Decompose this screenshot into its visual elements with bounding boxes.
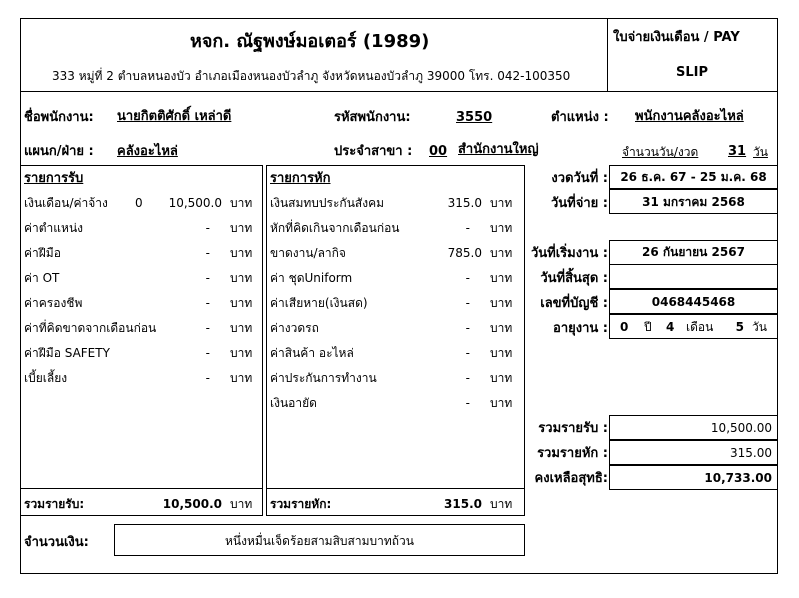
deduction-box [266,165,525,516]
deduction-row-label: ค่า ชุดUniform [270,271,353,285]
deduction-row-unit: บาท [490,246,513,260]
amount-words-label: จำนวนเงิน: [24,535,89,550]
income-row-label: เงินเดือน/ค่าจ้าง [24,196,108,210]
deduction-row-amount: - [465,271,470,285]
summary-net-label: คงเหลือสุทธิ: [534,471,608,486]
slip-title-line2: SLIP [676,65,709,80]
workdays-unit: วัน [753,145,768,159]
tenure-days: 5 [735,320,744,334]
income-row-label: ค่าครองชีพ [24,296,83,310]
employee-name: นายกิตติศักดิ์ เหล่าดี [117,109,232,124]
deduction-row-label: เงินสมทบประกันสังคม [270,196,385,210]
income-total-value: 10,500.0 [162,497,222,511]
deduction-row-unit: บาท [490,196,513,210]
income-row-unit: บาท [230,321,253,335]
account-label: เลขที่บัญชี : [540,296,608,311]
period-value: 26 ธ.ค. 67 - 25 ม.ค. 68 [620,170,767,184]
deduction-row-amount: - [465,396,470,410]
deduction-row-amount: - [465,221,470,235]
income-row-amount: 10,500.0 [168,196,222,210]
position-value: พนักงานคลังอะไหล่ [635,109,744,124]
tenure-years: 0 [620,320,629,334]
income-row-unit: บาท [230,196,253,210]
branch-code: 00 [429,144,448,159]
company-name: หจก. ณัฐพงษ์มอเตอร์ (1989) [190,31,430,52]
deduction-header: รายการหัก [270,171,331,186]
workdays-label: จำนวนวัน/งวด [622,145,699,159]
start-date-label: วันที่เริ่มงาน : [530,246,608,261]
position-label: ตำแหน่ง : [551,110,609,125]
income-header: รายการรับ [24,171,84,186]
deduction-row-label: ขาดงาน/ลากิจ [270,246,346,260]
deduction-row-amount: - [465,321,470,335]
income-row-unit: บาท [230,246,253,260]
company-address: 333 หมู่ที่ 2 ตำบลหนองบัว อำเภอเมืองหนองบัวลำภู จังหวัดหนองบัวลำภู 39000 โทร. 042-100350 [52,69,571,83]
income-row-label: ค่าฝีมือ SAFETY [24,346,110,360]
tenure-months: 4 [666,320,675,334]
period-label: งวดวันที่ : [551,171,608,186]
employee-name-label: ชื่อพนักงาน: [24,110,94,125]
deduction-row-label: หักที่คิดเกินจากเดือนก่อน [270,221,400,235]
dept-label: แผนก/ฝ่าย : [24,144,94,159]
employee-id-label: รหัสพนักงาน: [334,110,411,125]
deduction-row-label: ค่าสินค้า อะไหล่ [270,346,354,360]
deduction-row-unit: บาท [490,346,513,360]
deduction-row-amount: 315.0 [447,196,482,210]
tenure-label: อายุงาน : [553,321,608,336]
deduction-total-value: 315.0 [444,497,482,511]
employee-id: 3550 [456,110,493,125]
income-row-label: เบี้ยเลี้ยง [24,371,68,385]
summary-deduct-value: 315.00 [730,446,772,460]
deduction-total-unit: บาท [490,497,513,511]
account-value: 0468445468 [651,295,736,309]
slip-title-line1: ใบจ่ายเงินเดือน / PAY [613,30,740,45]
summary-net-value: 10,733.00 [704,471,772,485]
deduction-row-label: ค่าประกันการทำงาน [270,371,377,385]
end-date-label: วันที่สิ้นสุด : [540,271,608,286]
income-row-label: ค่าฝีมือ [24,246,61,260]
income-row-qty: 0 [135,196,143,210]
tenure-day-unit: วัน [752,320,767,334]
deduction-row-label: ค่างวดรถ [270,321,319,335]
pay-date-label: วันที่จ่าย : [550,196,608,211]
income-row-amount: - [205,246,210,260]
amount-words-text: หนึ่งหมื่นเจ็ดร้อยสามสิบสามบาทถ้วน [225,534,414,548]
deduction-row-unit: บาท [490,221,513,235]
summary-deduct-label: รวมรายหัก : [537,446,608,461]
income-total-unit: บาท [230,497,253,511]
deduction-row-amount: - [465,296,470,310]
header-divider [607,18,608,92]
branch-name: สำนักงานใหญ่ [458,142,539,157]
income-total-line [20,488,263,489]
income-box [20,165,263,516]
income-row-amount: - [205,321,210,335]
deduction-row-unit: บาท [490,321,513,335]
branch-label: ประจำสาขา : [334,144,413,159]
deduction-total-line [266,488,525,489]
income-row-amount: - [205,271,210,285]
income-total-label: รวมรายรับ: [24,497,85,511]
dept-value: คลังอะไหล่ [117,144,178,159]
workdays-value: 31 [728,144,747,159]
tenure-month-unit: เดือน [686,320,714,334]
summary-income-value: 10,500.00 [710,421,772,435]
deduction-row-unit: บาท [490,271,513,285]
deduction-row-amount: - [465,346,470,360]
income-row-amount: - [205,296,210,310]
summary-income-label: รวมรายรับ : [538,421,608,436]
income-row-unit: บาท [230,221,253,235]
deduction-row-unit: บาท [490,396,513,410]
income-row-amount: - [205,371,210,385]
deduction-row-label: เงินอายัด [270,396,317,410]
deduction-row-unit: บาท [490,371,513,385]
deduction-row-amount: 785.0 [447,246,482,260]
income-row-amount: - [205,221,210,235]
start-date-value: 26 กันยายน 2567 [642,245,745,259]
deduction-row-label: ค่าเสียหาย(เงินสด) [270,296,368,310]
end-date-box [609,264,778,289]
deduction-row-amount: - [465,371,470,385]
deduction-row-unit: บาท [490,296,513,310]
deduction-total-label: รวมรายหัก: [270,497,332,511]
income-row-unit: บาท [230,346,253,360]
income-row-label: ค่า OT [24,271,60,285]
tenure-year-unit: ปี [644,320,652,334]
income-row-unit: บาท [230,271,253,285]
income-row-unit: บาท [230,296,253,310]
income-row-label: ค่าที่คิดขาดจากเดือนก่อน [24,321,157,335]
income-row-unit: บาท [230,371,253,385]
income-row-amount: - [205,346,210,360]
income-row-label: ค่าตำแหน่ง [24,221,84,235]
pay-date-value: 31 มกราคม 2568 [642,195,745,209]
